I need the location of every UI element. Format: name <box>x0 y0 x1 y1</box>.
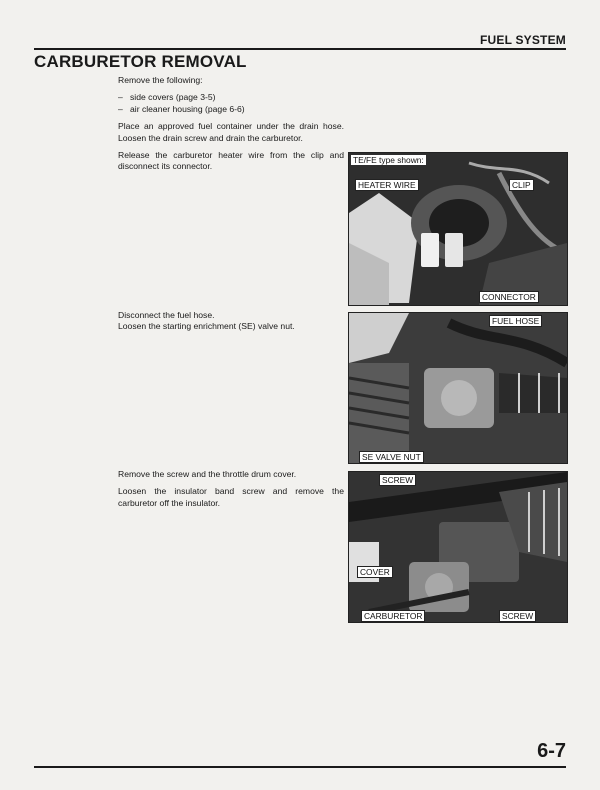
callout-carburetor: CARBURETOR <box>361 610 425 622</box>
step1-text <box>118 75 344 179</box>
callout-variant: TE/FE type shown: <box>353 155 424 165</box>
header-rule <box>34 48 566 50</box>
list-item: – air cleaner housing (page 6-6) <box>118 104 344 115</box>
page-title: CARBURETOR REMOVAL <box>34 52 247 71</box>
step2-se-valve-instruction: Loosen the starting enrichment (SE) valve nut. <box>118 321 295 332</box>
removal-list <box>118 92 344 115</box>
step1-intro: Remove the following: <box>118 75 203 85</box>
step3-text <box>118 469 344 515</box>
step1-drain-instruction: Place an approved fuel container under the drain hose. Loosen the drain screw and drain the carburetor. <box>118 121 344 143</box>
callout-screw-top: SCREW <box>379 474 416 486</box>
list-item: – side covers (page 3-5) <box>118 92 344 103</box>
section-title: FUEL SYSTEM <box>480 33 566 47</box>
callout-se-valve-nut: SE VALVE NUT <box>359 451 424 463</box>
callout-cover: COVER <box>357 566 393 578</box>
step3-carburetor-instruction: Loosen the insulator band screw and remove the carburetor off the insulator. <box>118 486 344 508</box>
step1-heater-instruction: Release the carburetor heater wire from the clip and disconnect its connector. <box>118 150 344 172</box>
callout-clip: CLIP <box>509 179 534 191</box>
photo-carburetor <box>348 471 568 623</box>
photo1-image <box>349 153 567 305</box>
callout-screw-bottom: SCREW <box>499 610 536 622</box>
step2-text <box>118 310 344 333</box>
page-number: 6-7 <box>537 740 566 762</box>
footer-rule <box>34 766 566 768</box>
step3-cover-instruction: Remove the screw and the throttle drum cover. <box>118 469 297 479</box>
photo-fuel-hose <box>348 312 568 464</box>
step2-fuel-hose-instruction: Disconnect the fuel hose. <box>118 310 215 320</box>
callout-heater-wire: HEATER WIRE <box>355 179 419 191</box>
photo-heater-wire <box>348 152 568 306</box>
photo2-image <box>349 313 567 463</box>
callout-fuel-hose: FUEL HOSE <box>489 315 542 327</box>
callout-connector: CONNECTOR <box>479 291 539 303</box>
photo3-image <box>349 472 567 622</box>
